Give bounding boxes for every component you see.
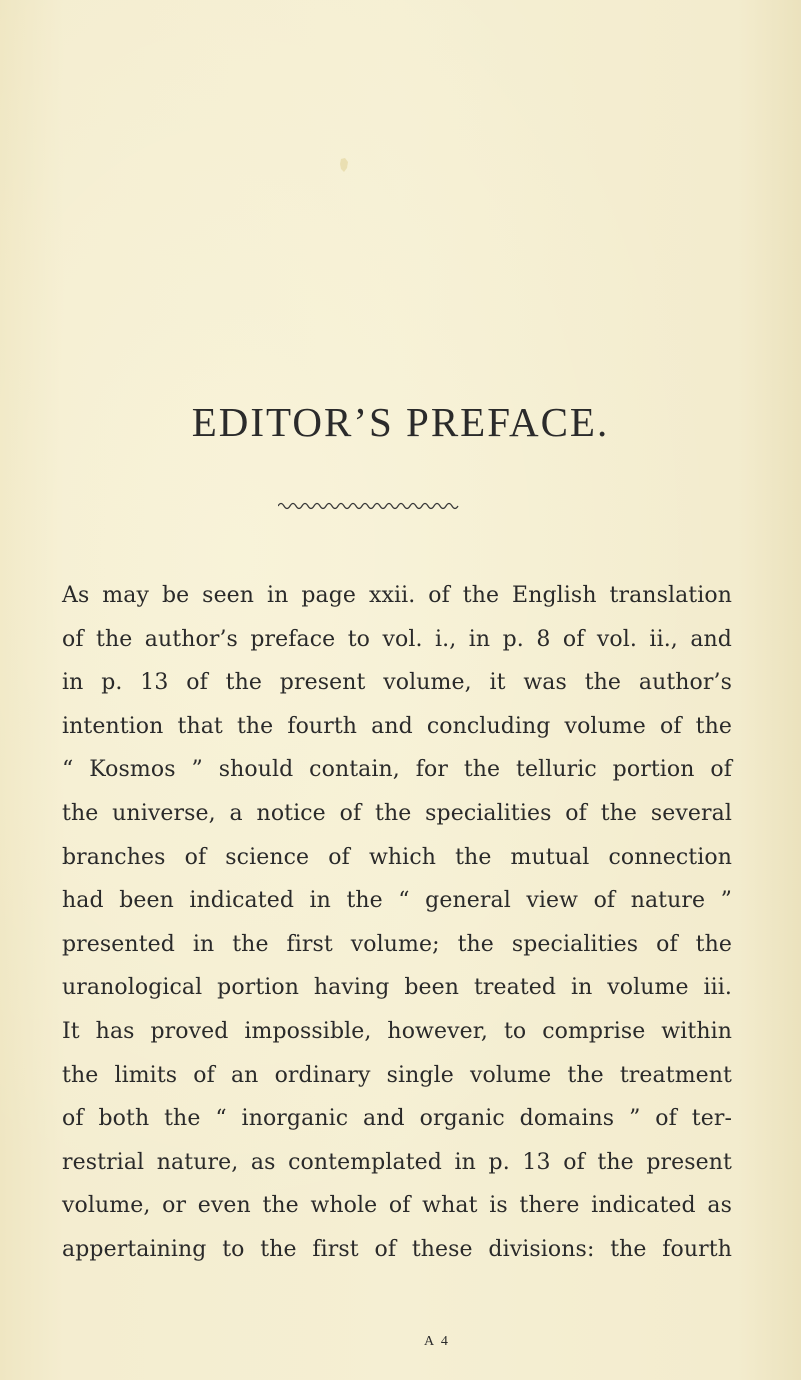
text-line: appertaining to the first of these divisions: the fourth: [62, 1236, 732, 1262]
paper-blemish: [338, 157, 350, 173]
text-line: volume, or even the whole of what is there indicated as: [62, 1193, 732, 1219]
signature-mark: A 4: [424, 1334, 450, 1349]
preface-body: [62, 574, 732, 1272]
text-line: restrial nature, as contemplated in p. 13 of the present: [62, 1149, 732, 1175]
page-title: EDITOR’S PREFACE.: [191, 399, 610, 445]
text-line: in p. 13 of the present volume, it was the author’s: [62, 670, 732, 696]
text-line: the limits of an ordinary single volume the treatment: [62, 1062, 732, 1088]
text-line: had been indicated in the “ general view of nature ”: [62, 888, 732, 914]
text-line: of both the “ inorganic and organic domains ” of ter-: [62, 1106, 732, 1132]
ornamental-wavy-rule: [278, 498, 460, 514]
text-line: As may be seen in page xxii. of the English translation: [62, 583, 732, 608]
text-line: the universe, a notice of the specialities of the several: [62, 800, 732, 826]
text-line: of the author’s preface to vol. i., in p. 8 of vol. ii., and: [62, 626, 732, 652]
text-line: uranological portion having been treated in volume iii.: [62, 975, 732, 1001]
text-line: “ Kosmos ” should contain, for the telluric portion of: [62, 757, 732, 783]
text-line: branches of science of which the mutual connection: [62, 844, 732, 870]
text-line: It has proved impossible, however, to comprise within: [62, 1018, 732, 1044]
text-line: intention that the fourth and concluding volume of the: [62, 713, 732, 739]
text-line: presented in the first volume; the specialities of the: [62, 931, 732, 957]
